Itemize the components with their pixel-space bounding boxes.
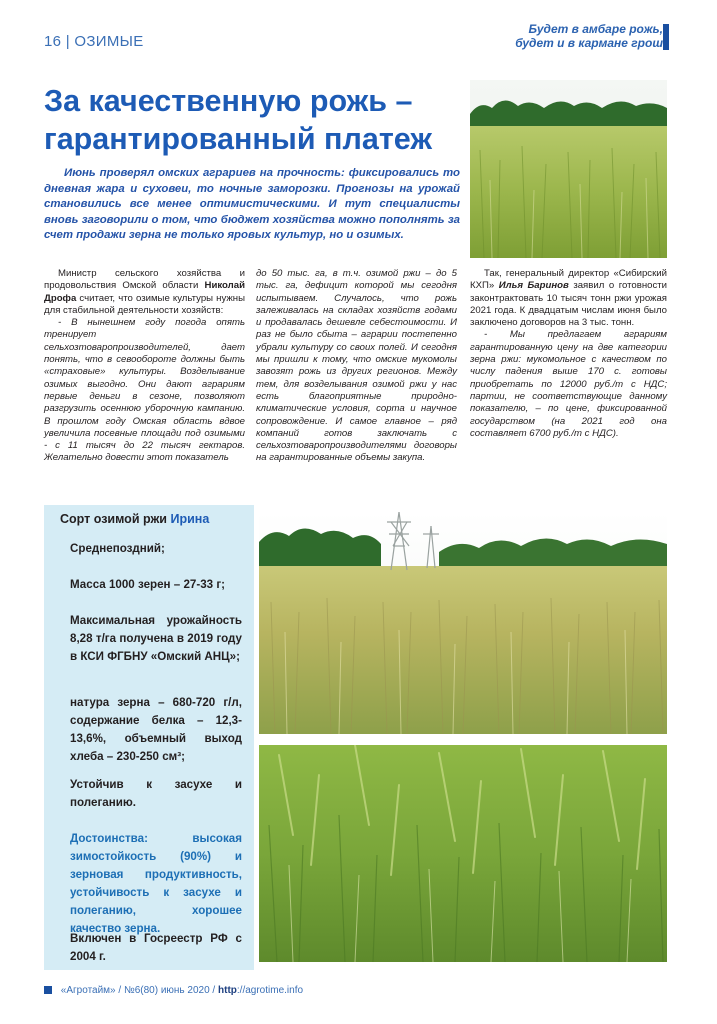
rye-field-photo-middle — [259, 512, 667, 734]
rye-field-photo-top — [470, 80, 667, 258]
minister-quote: - В нынешнем году погода опять тренирует сельхозтоваропроизводителей, дает понять, что в севообороте должны быть «страховые» культуры. Возделывание озимых выгодно. Они дают аграриям первые деньги в сезоне, позволяют разгрузить осеннюю уборочную кампанию. В прошлом году Омская область вдвое увеличила посевные площади под озимыми - с 11 тысяч до 22 тысяч гектаров. Желательно довести этот показатель — [44, 317, 245, 464]
header-accent-bar — [663, 24, 669, 50]
variety-advantages: Достоинства: высокая зимостойкость (90%) и зерновая продуктивность, устойчивость к засухе и полеганию, хорошее качество зерна. — [70, 832, 242, 935]
variety-title-prefix: Сорт озимой ржи — [60, 512, 167, 526]
col2-text: до 50 тыс. га, в т.ч. озимой ржи – до 5 тыс. га, дефицит которой мы сегодня испытываем. Случалось, что рожь залеживалась на складах хозяйств годами и продавалась дешевле себестоимости. И раз не было сбыта – аграрии постепенно убрали культуру со своих полей. И сегодня мы пришли к тому, что омские мукомолы завозят рожь из других регионов. Между тем, для возделывания озимой ржи у нас есть благоприятные природно-климатические условия, сорта и научное сопровождение. И самое главное – ряд компаний готов заключать с сельхозтоваропроизводителями договоры на гарантированные объемы закупа. — [256, 268, 457, 464]
article-title: За качественную рожь – гарантированный платеж — [44, 84, 432, 156]
variety-name: Ирина — [170, 512, 210, 526]
article-lead: Июнь проверял омских аграриев на прочность: фиксировались то дневная жара и суховеи, то ночные заморозки. Прогнозы на урожай становились все менее оптимистическими. И тут специалисты вновь заговорили о том, что бюджет хозяйства можно пополнять за счет продажи зерна не только яровых культур, но и озимых. — [44, 167, 460, 241]
proverb-header — [515, 22, 663, 50]
director-quote: - Мы предлагаем аграриям гарантированную цену на две категории зерна ржи: мукомольное с качеством по числу падения выше 170 с. готовы приобретать по 12000 руб./т с НДС; партии, не соответствующие данному показателю, – по цене, фиксированной государством (на 2021 год она составляет 6700 руб./т с НДС). — [470, 329, 667, 439]
footer-site-link[interactable]: ://agrotime.info — [236, 985, 304, 996]
variety-spec-resistance: Устойчив к засухе и полеганию. — [70, 778, 242, 809]
proverb-line-2: будет и в кармане грош — [515, 36, 663, 50]
article-column-2 — [256, 268, 457, 465]
variety-registry: Включен в Госреестр РФ с 2004 г. — [70, 932, 242, 963]
footer-http: http — [218, 985, 237, 996]
article-column-3 — [470, 268, 667, 440]
col1-intro-b: считает, что озимые культуры нужны для стабильной деятельности хозяйств: — [44, 292, 245, 316]
col3-intro-a: Так, генеральный директор «Сибирский КХП» — [470, 268, 667, 292]
page-footer — [44, 985, 303, 996]
footer-square-icon — [44, 986, 52, 994]
proverb-line-1: Будет в амбаре рожь, — [528, 22, 663, 36]
rye-ears-photo-bottom — [259, 745, 667, 962]
col1-intro-a: Министр сельского хозяйства и продовольствия Омской области — [44, 268, 245, 292]
footer-issue: / №6(80) июнь 2020 / — [118, 985, 216, 996]
variety-spec-maturity: Среднепоздний; — [70, 542, 165, 555]
page-number-section: 16 | ОЗИМЫЕ — [44, 33, 144, 50]
variety-spec-quality: натура зерна – 680-720 г/л, содержание белка – 12,3-13,6%, объемный выход хлеба – 230-250 см³; — [70, 696, 242, 763]
minister-name: Николай Дрофа — [44, 280, 245, 304]
variety-spec-yield: Максимальная урожайность 8,28 т/га получена в 2019 году в КСИ ФГБНУ «Омский АНЦ»; — [70, 614, 242, 663]
col3-intro-b: заявил о готовности законтрактовать 10 тысяч тонн ржи урожая 2021 года. К двадцатым числам июня было заключено договоров на 3 тыс. тонн. — [470, 280, 668, 329]
article-column-1 — [44, 268, 245, 465]
director-name: Илья Баринов — [498, 280, 569, 292]
variety-spec-grain-mass: Масса 1000 зерен – 27-33 г; — [70, 578, 226, 591]
footer-magazine: «Агротайм» — [60, 985, 116, 996]
variety-box-title — [60, 512, 209, 526]
